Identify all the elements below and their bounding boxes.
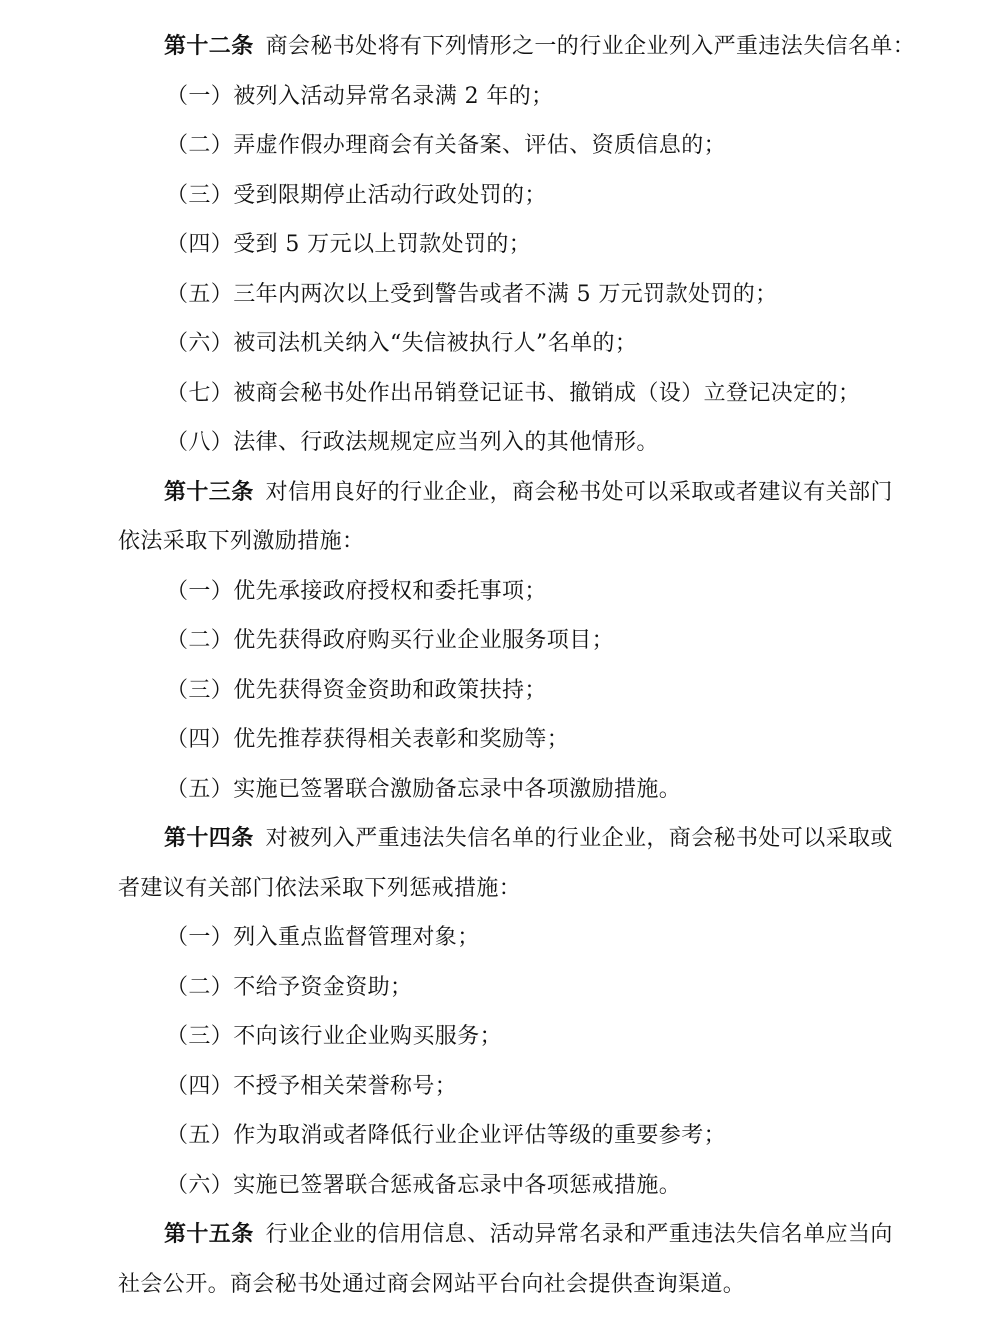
list-item: （三）不向该行业企业购买服务； [166, 1024, 503, 1049]
article-number: 第十三条 [164, 478, 254, 505]
article-text: 行业企业的信用信息、活动异常名录和严重违法失信名单应当向 [265, 1222, 893, 1247]
list-item: （一）列入重点监督管理对象； [166, 925, 480, 950]
article-15-heading [118, 1210, 898, 1260]
article-number: 第十五条 [164, 1221, 254, 1247]
article-text: 对信用良好的行业企业，商会秘书处可以采取或者建议有关部门 [265, 479, 893, 505]
article-text-continuation: 社会公开。商会秘书处通过商会网站平台向社会提供查询渠道。 [118, 1271, 746, 1297]
article-12-heading [118, 22, 916, 72]
article-text-continuation: 者建议有关部门依法采取下列惩戒措施： [118, 875, 522, 901]
list-item: （一）优先承接政府授权和委托事项； [166, 578, 547, 604]
list-item: （六）实施已签署联合惩戒备忘录中各项惩戒措施。 [166, 1172, 682, 1198]
article-13-heading [118, 468, 898, 518]
list-item: （五）作为取消或者降低行业企业评估等级的重要参考； [166, 1123, 727, 1148]
list-item: （三）受到限期停止活动行政处罚的； [166, 182, 547, 208]
article-number: 第十四条 [164, 825, 254, 851]
article-number: 第十二条 [164, 33, 254, 59]
article-14-heading [118, 814, 898, 864]
list-item: （四）受到 5 万元以上罚款处罚的； [166, 232, 532, 257]
list-item: （五）三年内两次以上受到警告或者不满 5 万元罚款处罚的； [166, 281, 778, 307]
article-text: 对被列入严重违法失信名单的行业企业，商会秘书处可以采取或 [265, 826, 893, 851]
list-item: （七）被商会秘书处作出吊销登记证书、撤销成（设）立登记决定的； [166, 380, 861, 406]
list-item: （八）法律、行政法规规定应当列入的其他情形。 [166, 430, 659, 455]
article-text-continuation: 依法采取下列激励措施： [118, 529, 365, 554]
article-text: 商会秘书处将有下列情形之一的行业企业列入严重违法失信名单： [265, 34, 916, 59]
list-item: （四）不授予相关荣誉称号； [166, 1073, 458, 1099]
document-page [118, 22, 916, 1309]
list-item: （二）不给予资金资助； [166, 974, 413, 1000]
list-item: （五）实施已签署联合激励备忘录中各项激励措施。 [166, 776, 682, 802]
list-item: （二）优先获得政府购买行业企业服务项目； [166, 628, 615, 653]
list-item: （二）弄虚作假办理商会有关备案、评估、资质信息的； [166, 133, 727, 158]
list-item: （一）被列入活动异常名录满 2 年的； [166, 83, 554, 109]
list-item: （六）被司法机关纳入“失信被执行人”名单的； [166, 331, 638, 356]
list-item: （三）优先获得资金资助和政策扶持； [166, 677, 547, 703]
list-item: （四）优先推荐获得相关表彰和奖励等； [166, 727, 570, 752]
